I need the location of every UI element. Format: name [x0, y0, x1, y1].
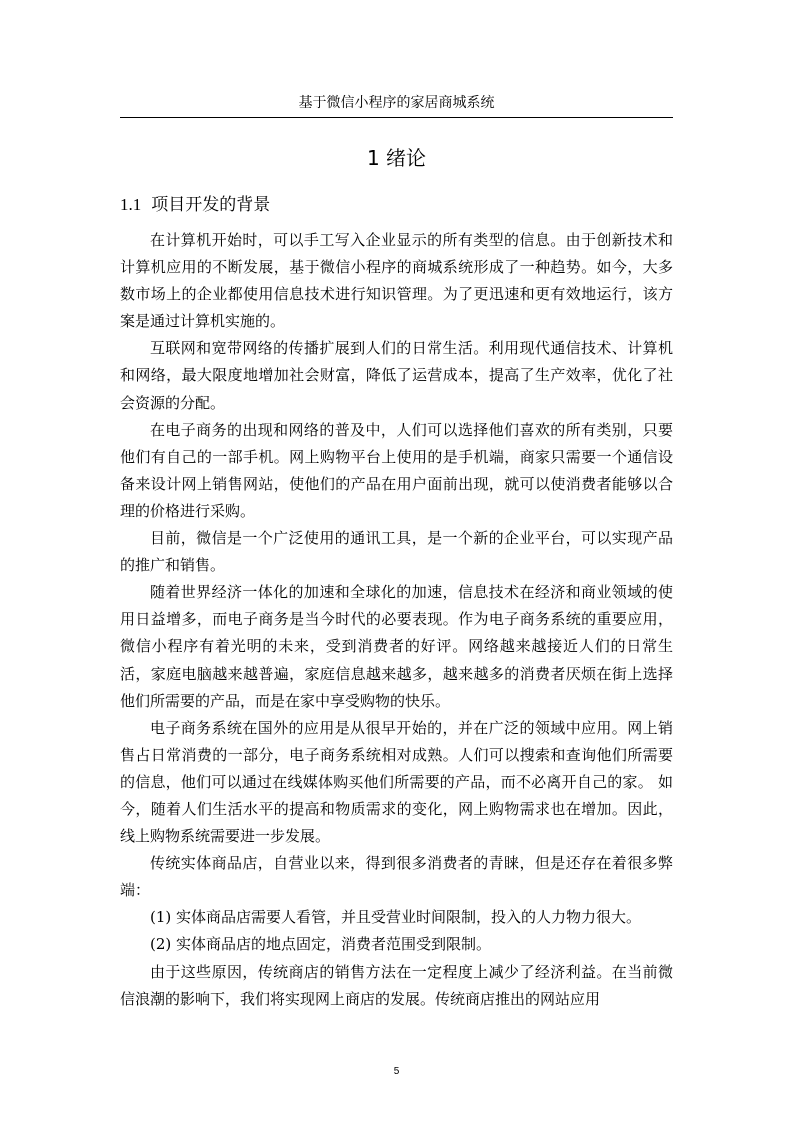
- paragraph: 在计算机开始时，可以手工写入企业显示的所有类型的信息。由于创新技术和计算机应用的不断发展，基于微信小程序的商城系统形成了一种趋势。如今，大多数市场上的企业都使用信息技术进行知识管理。为了更迅速和更有效地运行，该方案是通过计算机实施的。: [120, 231, 673, 331]
- paragraph: 传统实体商品店，自营业以来，得到很多消费者的青睐，但是还存在着很多弊端：: [120, 854, 673, 900]
- section-heading: [120, 193, 673, 217]
- body-text: [120, 227, 673, 1013]
- paragraph: 互联网和宽带网络的传播扩展到人们的日常生活。利用现代通信技术、计算机和网络，最大限度地增加社会财富，降低了运营成本，提高了生产效率，优化了社会资源的分配。: [120, 339, 673, 412]
- paragraph: 随着世界经济一体化的加速和全球化的加速，信息技术在经济和商业领域的使用日益增多，而电子商务是当今时代的必要表现。作为电子商务系统的重要应用，微信小程序有着光明的未来，受到消费者的好评。网络越来越接近人们的日常生活，家庭电脑越来越普遍，家庭信息越来越多，越来越多的消费者厌烦在街上选择他们所需要的产品，而是在家中享受购物的快乐。: [120, 583, 673, 710]
- list-item: (2) 实体商品店的地点固定，消费者范围受到限制。: [150, 935, 492, 954]
- paragraph: 电子商务系统在国外的应用是从很早开始的，并在广泛的领域中应用。网上销售占日常消费的一部分，电子商务系统相对成熟。人们可以搜索和查询他们所需要的信息，他们可以通过在线媒体购买他们所需要的产品，而不必离开自己的家。 如今，随着人们生活水平的提高和物质需求的变化，网上购物需求也在增加。因此，线上购物系统需要进一步发展。: [120, 718, 673, 846]
- list-item: (1) 实体商品店需要人看管，并且受营业时间限制，投入的人力物力很大。: [150, 908, 642, 927]
- paragraph: 由于这些原因，传统商店的销售方法在一定程度上减少了经济利益。在当前微信浪潮的影响下，我们将实现网上商店的发展。传统商店推出的网站应用: [120, 962, 673, 1008]
- page-number: 5: [393, 1066, 400, 1077]
- running-header: 基于微信小程序的家居商城系统: [298, 95, 495, 111]
- section-number: 1.1: [120, 195, 142, 214]
- paragraph: 在电子商务的出现和网络的普及中，人们可以选择他们喜欢的所有类别，只要他们有自己的一部手机。网上购物平台上使用的是手机端，商家只需要一个通信设备来设计网上销售网站，使他们的产品在用户面前出现，就可以使消费者能够以合理的价格进行采购。: [120, 420, 673, 520]
- chapter-title: 1 绪论: [366, 146, 427, 170]
- header-divider: [120, 117, 673, 118]
- section-title: 项目开发的背景: [151, 195, 271, 215]
- paragraph: 目前，微信是一个广泛使用的通讯工具，是一个新的企业平台，可以实现产品的推广和销售。: [120, 529, 673, 575]
